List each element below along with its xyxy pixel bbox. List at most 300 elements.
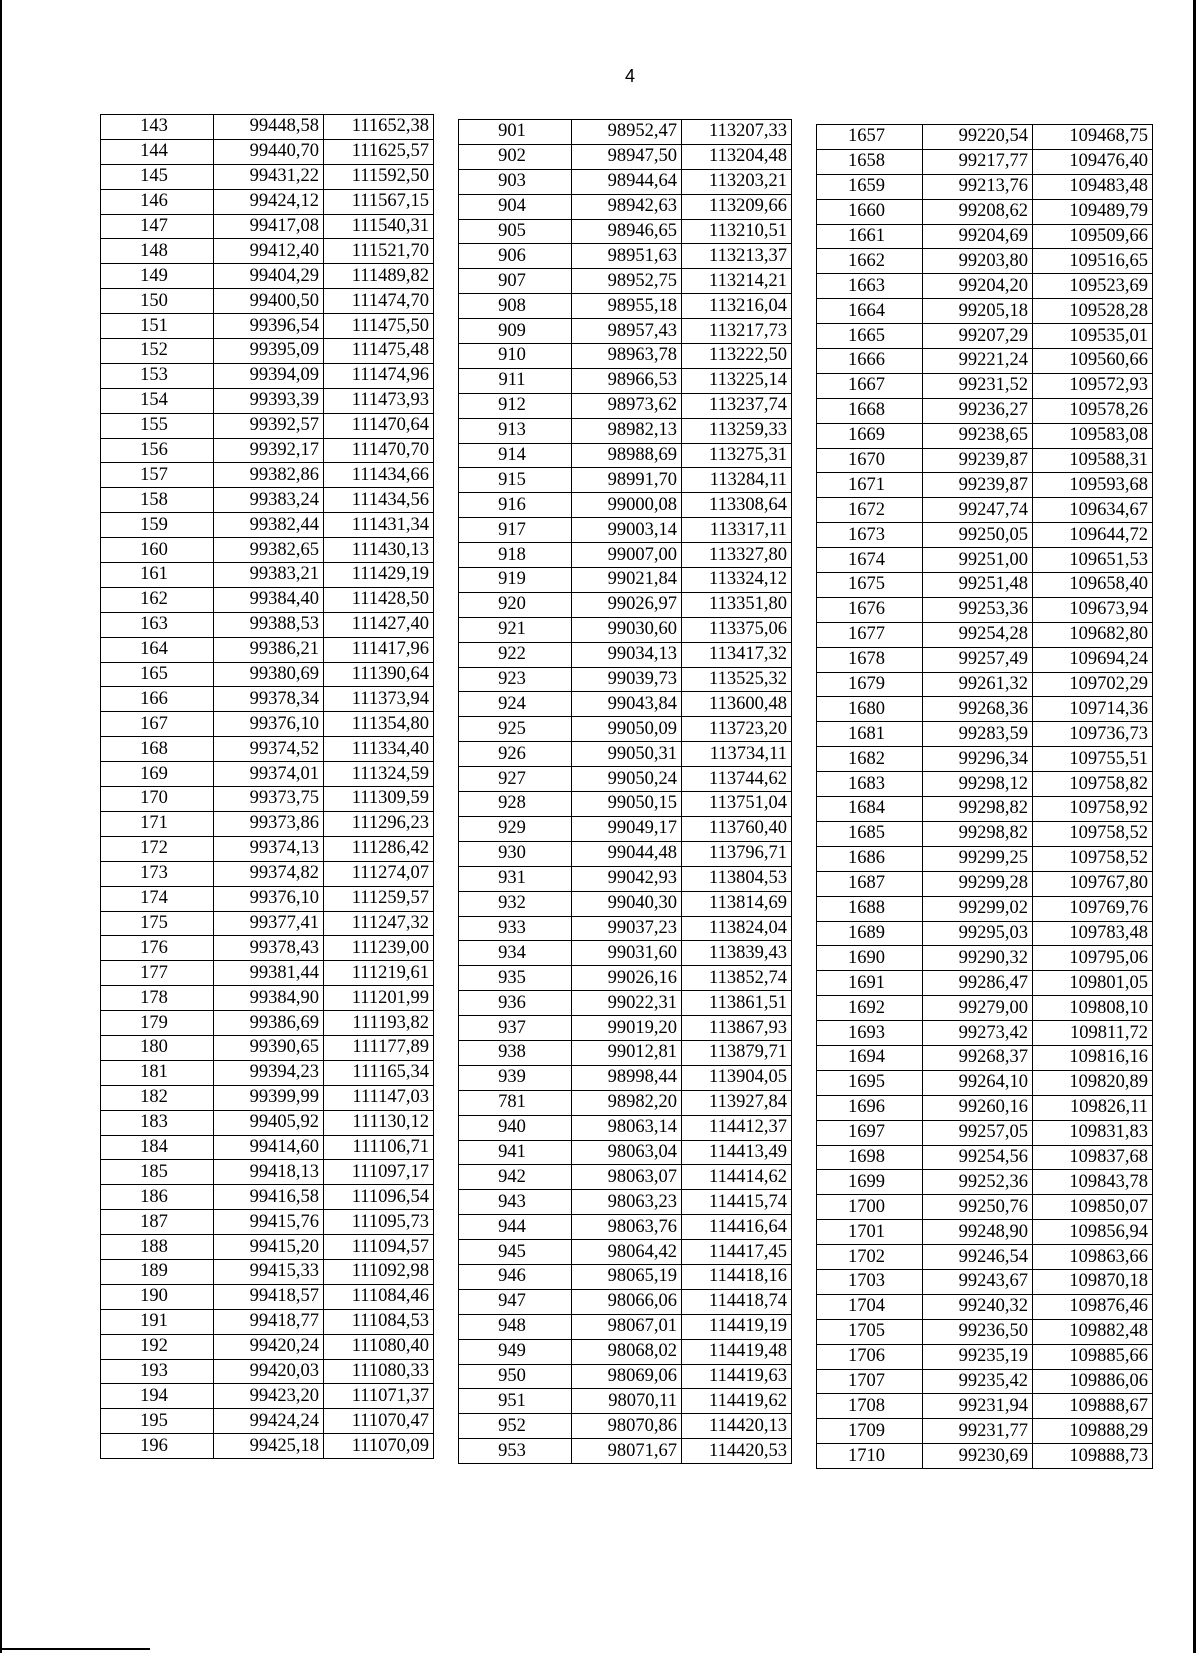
point-number-cell: 171 [101, 811, 214, 836]
x-coordinate-cell: 99251,48 [923, 573, 1033, 598]
x-coordinate-cell: 99374,52 [214, 737, 324, 762]
point-number-cell: 1662 [817, 249, 923, 274]
table-row [817, 274, 1153, 299]
x-coordinate-cell: 99298,82 [923, 797, 1033, 822]
y-coordinate-cell: 109886,06 [1033, 1369, 1153, 1394]
x-coordinate-cell: 99388,53 [214, 612, 324, 637]
y-coordinate-cell: 111475,48 [324, 339, 434, 364]
x-coordinate-cell: 98063,76 [572, 1215, 682, 1240]
table-row [101, 563, 434, 588]
y-coordinate-cell: 111428,50 [324, 587, 434, 612]
y-coordinate-cell: 111625,57 [324, 139, 434, 164]
x-coordinate-cell: 98942,63 [572, 194, 682, 219]
x-coordinate-cell: 99404,29 [214, 264, 324, 289]
y-coordinate-cell: 113210,51 [682, 219, 792, 244]
x-coordinate-cell: 98063,04 [572, 1140, 682, 1165]
table-row [459, 642, 792, 667]
point-number-cell: 194 [101, 1384, 214, 1409]
point-number-cell: 1689 [817, 921, 923, 946]
y-coordinate-cell: 113723,20 [682, 717, 792, 742]
x-coordinate-cell: 98068,02 [572, 1339, 682, 1364]
point-number-cell: 947 [459, 1289, 572, 1314]
table-row [817, 597, 1153, 622]
y-coordinate-cell: 111417,96 [324, 637, 434, 662]
table-row [101, 861, 434, 886]
table-row [459, 1414, 792, 1439]
x-coordinate-cell: 99386,21 [214, 637, 324, 662]
table-row [101, 1409, 434, 1434]
x-coordinate-cell: 99243,67 [923, 1269, 1033, 1294]
point-number-cell: 172 [101, 836, 214, 861]
x-coordinate-cell: 99381,44 [214, 961, 324, 986]
y-coordinate-cell: 113213,37 [682, 244, 792, 269]
table-row [459, 816, 792, 841]
y-coordinate-cell: 109644,72 [1033, 523, 1153, 548]
y-coordinate-cell: 109702,29 [1033, 672, 1153, 697]
y-coordinate-cell: 109535,01 [1033, 324, 1153, 349]
x-coordinate-cell: 99382,86 [214, 463, 324, 488]
x-coordinate-cell: 99246,54 [923, 1245, 1033, 1270]
table-row [459, 518, 792, 543]
point-number-cell: 926 [459, 742, 572, 767]
point-number-cell: 1666 [817, 349, 923, 374]
point-number-cell: 1660 [817, 199, 923, 224]
table-row [459, 667, 792, 692]
point-number-cell: 922 [459, 642, 572, 667]
y-coordinate-cell: 111130,12 [324, 1110, 434, 1135]
table-row [101, 1434, 434, 1459]
y-coordinate-cell: 113852,74 [682, 966, 792, 991]
y-coordinate-cell: 109795,06 [1033, 946, 1153, 971]
x-coordinate-cell: 99383,24 [214, 488, 324, 513]
y-coordinate-cell: 113804,53 [682, 866, 792, 891]
x-coordinate-cell: 99205,18 [923, 299, 1033, 324]
y-coordinate-cell: 111296,23 [324, 811, 434, 836]
point-number-cell: 951 [459, 1389, 572, 1414]
point-number-cell: 1710 [817, 1444, 923, 1469]
table-row [101, 264, 434, 289]
x-coordinate-cell: 99257,05 [923, 1120, 1033, 1145]
point-number-cell: 188 [101, 1235, 214, 1260]
x-coordinate-cell: 99261,32 [923, 672, 1033, 697]
x-coordinate-cell: 99299,25 [923, 846, 1033, 871]
table-row [817, 1245, 1153, 1270]
y-coordinate-cell: 113203,21 [682, 169, 792, 194]
x-coordinate-cell: 98944,64 [572, 169, 682, 194]
table-row [459, 1115, 792, 1140]
y-coordinate-cell: 109758,52 [1033, 821, 1153, 846]
point-number-cell: 929 [459, 816, 572, 841]
point-number-cell: 928 [459, 792, 572, 817]
point-number-cell: 936 [459, 991, 572, 1016]
x-coordinate-cell: 99231,77 [923, 1419, 1033, 1444]
table-row [817, 573, 1153, 598]
y-coordinate-cell: 109736,73 [1033, 722, 1153, 747]
table-row [101, 1359, 434, 1384]
point-number-cell: 1693 [817, 1021, 923, 1046]
point-number-cell: 181 [101, 1060, 214, 1085]
x-coordinate-cell: 99003,14 [572, 518, 682, 543]
x-coordinate-cell: 98947,50 [572, 144, 682, 169]
point-number-cell: 1687 [817, 871, 923, 896]
y-coordinate-cell: 113275,31 [682, 443, 792, 468]
point-number-cell: 918 [459, 543, 572, 568]
x-coordinate-cell: 98069,06 [572, 1364, 682, 1389]
x-coordinate-cell: 98963,78 [572, 344, 682, 369]
table-row [817, 548, 1153, 573]
x-coordinate-cell: 99043,84 [572, 692, 682, 717]
table-row [459, 269, 792, 294]
table-row [459, 1439, 792, 1464]
table-row [817, 349, 1153, 374]
table-row [459, 617, 792, 642]
y-coordinate-cell: 111274,07 [324, 861, 434, 886]
table-row [101, 1334, 434, 1359]
x-coordinate-cell: 99236,27 [923, 398, 1033, 423]
point-number-cell: 189 [101, 1259, 214, 1284]
x-coordinate-cell: 99412,40 [214, 239, 324, 264]
x-coordinate-cell: 99392,57 [214, 413, 324, 438]
y-coordinate-cell: 111094,57 [324, 1235, 434, 1260]
table-row [101, 712, 434, 737]
x-coordinate-cell: 99049,17 [572, 816, 682, 841]
y-coordinate-cell: 109583,08 [1033, 423, 1153, 448]
y-coordinate-cell: 111096,54 [324, 1185, 434, 1210]
point-number-cell: 781 [459, 1090, 572, 1115]
table-row [101, 936, 434, 961]
y-coordinate-cell: 109850,07 [1033, 1195, 1153, 1220]
y-coordinate-cell: 113209,66 [682, 194, 792, 219]
x-coordinate-cell: 99299,28 [923, 871, 1033, 896]
table-row [459, 742, 792, 767]
point-number-cell: 187 [101, 1210, 214, 1235]
table-row [459, 941, 792, 966]
x-coordinate-cell: 98070,86 [572, 1414, 682, 1439]
y-coordinate-cell: 109767,80 [1033, 871, 1153, 896]
point-number-cell: 175 [101, 911, 214, 936]
x-coordinate-cell: 99050,24 [572, 767, 682, 792]
table-row [817, 324, 1153, 349]
x-coordinate-cell: 99207,29 [923, 324, 1033, 349]
x-coordinate-cell: 99022,31 [572, 991, 682, 1016]
point-number-cell: 170 [101, 787, 214, 812]
point-number-cell: 143 [101, 115, 214, 140]
point-number-cell: 1681 [817, 722, 923, 747]
table-row [817, 423, 1153, 448]
point-number-cell: 1665 [817, 324, 923, 349]
table-row [459, 717, 792, 742]
y-coordinate-cell: 111567,15 [324, 189, 434, 214]
y-coordinate-cell: 113207,33 [682, 120, 792, 145]
y-coordinate-cell: 109801,05 [1033, 971, 1153, 996]
y-coordinate-cell: 111084,46 [324, 1284, 434, 1309]
point-number-cell: 185 [101, 1160, 214, 1185]
table-row [101, 289, 434, 314]
table-row [459, 568, 792, 593]
x-coordinate-cell: 99254,28 [923, 622, 1033, 647]
y-coordinate-cell: 109882,48 [1033, 1319, 1153, 1344]
point-number-cell: 908 [459, 294, 572, 319]
x-coordinate-cell: 99448,58 [214, 115, 324, 140]
x-coordinate-cell: 99431,22 [214, 164, 324, 189]
point-number-cell: 177 [101, 961, 214, 986]
scan-edge-left [0, 0, 2, 1653]
point-number-cell: 1669 [817, 423, 923, 448]
x-coordinate-cell: 99374,01 [214, 762, 324, 787]
x-coordinate-cell: 98952,47 [572, 120, 682, 145]
x-coordinate-cell: 99423,20 [214, 1384, 324, 1409]
y-coordinate-cell: 109651,53 [1033, 548, 1153, 573]
y-coordinate-cell: 111474,96 [324, 363, 434, 388]
point-number-cell: 1683 [817, 772, 923, 797]
table-row [101, 1011, 434, 1036]
point-number-cell: 166 [101, 687, 214, 712]
x-coordinate-cell: 99392,17 [214, 438, 324, 463]
point-number-cell: 924 [459, 692, 572, 717]
point-number-cell: 930 [459, 841, 572, 866]
y-coordinate-cell: 111470,64 [324, 413, 434, 438]
table-row [459, 219, 792, 244]
table-row [101, 164, 434, 189]
y-coordinate-cell: 111324,59 [324, 762, 434, 787]
y-coordinate-cell: 109572,93 [1033, 373, 1153, 398]
point-number-cell: 949 [459, 1339, 572, 1364]
x-coordinate-cell: 99231,52 [923, 373, 1033, 398]
x-coordinate-cell: 99264,10 [923, 1070, 1033, 1095]
point-number-cell: 1677 [817, 622, 923, 647]
point-number-cell: 1671 [817, 473, 923, 498]
point-number-cell: 1676 [817, 597, 923, 622]
point-number-cell: 1658 [817, 149, 923, 174]
point-number-cell: 1708 [817, 1394, 923, 1419]
y-coordinate-cell: 109694,24 [1033, 647, 1153, 672]
page-number: 4 [624, 66, 635, 86]
y-coordinate-cell: 114420,53 [682, 1439, 792, 1464]
scan-edge-bottom [0, 1648, 150, 1650]
y-coordinate-cell: 111427,40 [324, 612, 434, 637]
table-row [459, 418, 792, 443]
point-number-cell: 183 [101, 1110, 214, 1135]
point-number-cell: 910 [459, 344, 572, 369]
point-number-cell: 1686 [817, 846, 923, 871]
y-coordinate-cell: 111095,73 [324, 1210, 434, 1235]
y-coordinate-cell: 109476,40 [1033, 149, 1153, 174]
point-number-cell: 1679 [817, 672, 923, 697]
point-number-cell: 916 [459, 493, 572, 518]
x-coordinate-cell: 98998,44 [572, 1065, 682, 1090]
point-number-cell: 945 [459, 1240, 572, 1265]
point-number-cell: 1674 [817, 548, 923, 573]
table-row [101, 413, 434, 438]
x-coordinate-cell: 99414,60 [214, 1135, 324, 1160]
y-coordinate-cell: 109831,83 [1033, 1120, 1153, 1145]
point-number-cell: 163 [101, 612, 214, 637]
y-coordinate-cell: 111470,70 [324, 438, 434, 463]
point-number-cell: 1694 [817, 1045, 923, 1070]
point-number-cell: 180 [101, 1035, 214, 1060]
y-coordinate-cell: 109758,92 [1033, 797, 1153, 822]
x-coordinate-cell: 99235,42 [923, 1369, 1033, 1394]
x-coordinate-cell: 99203,80 [923, 249, 1033, 274]
table-row [817, 1145, 1153, 1170]
table-row [101, 189, 434, 214]
x-coordinate-cell: 99377,41 [214, 911, 324, 936]
y-coordinate-cell: 109593,68 [1033, 473, 1153, 498]
y-coordinate-cell: 111434,66 [324, 463, 434, 488]
table-row [459, 1389, 792, 1414]
y-coordinate-cell: 111106,71 [324, 1135, 434, 1160]
point-number-cell: 193 [101, 1359, 214, 1384]
x-coordinate-cell: 99286,47 [923, 971, 1033, 996]
y-coordinate-cell: 111165,34 [324, 1060, 434, 1085]
coordinates-table-2 [458, 119, 792, 1464]
y-coordinate-cell: 113327,80 [682, 543, 792, 568]
table-row [817, 1419, 1153, 1444]
point-number-cell: 159 [101, 513, 214, 538]
x-coordinate-cell: 99390,65 [214, 1035, 324, 1060]
table-row [101, 363, 434, 388]
table-row [817, 622, 1153, 647]
y-coordinate-cell: 114418,16 [682, 1264, 792, 1289]
table-row [817, 1045, 1153, 1070]
x-coordinate-cell: 99420,03 [214, 1359, 324, 1384]
x-coordinate-cell: 99424,24 [214, 1409, 324, 1434]
table-row [101, 1235, 434, 1260]
table-row [101, 1110, 434, 1135]
point-number-cell: 192 [101, 1334, 214, 1359]
table-row [459, 1314, 792, 1339]
point-number-cell: 186 [101, 1185, 214, 1210]
table-row [817, 1195, 1153, 1220]
y-coordinate-cell: 113904,05 [682, 1065, 792, 1090]
table-row [101, 1085, 434, 1110]
y-coordinate-cell: 113879,71 [682, 1040, 792, 1065]
y-coordinate-cell: 109758,52 [1033, 846, 1153, 871]
point-number-cell: 1698 [817, 1145, 923, 1170]
point-number-cell: 905 [459, 219, 572, 244]
x-coordinate-cell: 99037,23 [572, 916, 682, 941]
y-coordinate-cell: 111431,34 [324, 513, 434, 538]
table-row [459, 1140, 792, 1165]
y-coordinate-cell: 111092,98 [324, 1259, 434, 1284]
x-coordinate-cell: 99373,75 [214, 787, 324, 812]
y-coordinate-cell: 113222,50 [682, 344, 792, 369]
table-row [817, 1319, 1153, 1344]
table-row [817, 299, 1153, 324]
y-coordinate-cell: 109843,78 [1033, 1170, 1153, 1195]
x-coordinate-cell: 99040,30 [572, 891, 682, 916]
x-coordinate-cell: 98063,14 [572, 1115, 682, 1140]
point-number-cell: 923 [459, 667, 572, 692]
y-coordinate-cell: 113237,74 [682, 393, 792, 418]
x-coordinate-cell: 99417,08 [214, 214, 324, 239]
table-row [817, 821, 1153, 846]
table-row [817, 174, 1153, 199]
point-number-cell: 176 [101, 936, 214, 961]
x-coordinate-cell: 99384,40 [214, 587, 324, 612]
x-coordinate-cell: 98071,67 [572, 1439, 682, 1464]
y-coordinate-cell: 109876,46 [1033, 1294, 1153, 1319]
x-coordinate-cell: 99019,20 [572, 1016, 682, 1041]
point-number-cell: 1664 [817, 299, 923, 324]
x-coordinate-cell: 99026,97 [572, 592, 682, 617]
x-coordinate-cell: 99050,15 [572, 792, 682, 817]
x-coordinate-cell: 99396,54 [214, 314, 324, 339]
y-coordinate-cell: 109528,28 [1033, 299, 1153, 324]
point-number-cell: 1690 [817, 946, 923, 971]
y-coordinate-cell: 114420,13 [682, 1414, 792, 1439]
y-coordinate-cell: 111201,99 [324, 986, 434, 1011]
y-coordinate-cell: 109673,94 [1033, 597, 1153, 622]
point-number-cell: 933 [459, 916, 572, 941]
table-row [817, 1170, 1153, 1195]
table-row [459, 1364, 792, 1389]
x-coordinate-cell: 99279,00 [923, 996, 1033, 1021]
table-row [817, 946, 1153, 971]
point-number-cell: 168 [101, 737, 214, 762]
x-coordinate-cell: 99034,13 [572, 642, 682, 667]
x-coordinate-cell: 99415,33 [214, 1259, 324, 1284]
x-coordinate-cell: 99384,90 [214, 986, 324, 1011]
y-coordinate-cell: 111219,61 [324, 961, 434, 986]
x-coordinate-cell: 99253,36 [923, 597, 1033, 622]
point-number-cell: 1670 [817, 448, 923, 473]
y-coordinate-cell: 109863,66 [1033, 1245, 1153, 1270]
x-coordinate-cell: 98966,53 [572, 368, 682, 393]
point-number-cell: 1692 [817, 996, 923, 1021]
point-number-cell: 912 [459, 393, 572, 418]
point-number-cell: 907 [459, 269, 572, 294]
table-row [459, 767, 792, 792]
y-coordinate-cell: 111084,53 [324, 1309, 434, 1334]
x-coordinate-cell: 98063,07 [572, 1165, 682, 1190]
y-coordinate-cell: 109509,66 [1033, 224, 1153, 249]
x-coordinate-cell: 99252,36 [923, 1170, 1033, 1195]
point-number-cell: 148 [101, 239, 214, 264]
table-row [101, 1259, 434, 1284]
table-row [459, 1215, 792, 1240]
y-coordinate-cell: 113259,33 [682, 418, 792, 443]
y-coordinate-cell: 113308,64 [682, 493, 792, 518]
y-coordinate-cell: 109658,40 [1033, 573, 1153, 598]
table-row [459, 344, 792, 369]
point-number-cell: 1703 [817, 1269, 923, 1294]
table-row [817, 1344, 1153, 1369]
point-number-cell: 196 [101, 1434, 214, 1459]
x-coordinate-cell: 98955,18 [572, 294, 682, 319]
y-coordinate-cell: 109634,67 [1033, 498, 1153, 523]
point-number-cell: 155 [101, 413, 214, 438]
table-row [817, 1120, 1153, 1145]
x-coordinate-cell: 99044,48 [572, 841, 682, 866]
y-coordinate-cell: 109516,65 [1033, 249, 1153, 274]
x-coordinate-cell: 99405,92 [214, 1110, 324, 1135]
y-coordinate-cell: 113796,71 [682, 841, 792, 866]
point-number-cell: 167 [101, 712, 214, 737]
table-row [459, 1339, 792, 1364]
x-coordinate-cell: 99204,20 [923, 274, 1033, 299]
point-number-cell: 906 [459, 244, 572, 269]
y-coordinate-cell: 114415,74 [682, 1190, 792, 1215]
table-row [817, 747, 1153, 772]
table-row [459, 319, 792, 344]
point-number-cell: 162 [101, 587, 214, 612]
y-coordinate-cell: 113814,69 [682, 891, 792, 916]
table-row [817, 722, 1153, 747]
y-coordinate-cell: 113824,04 [682, 916, 792, 941]
table-row [817, 647, 1153, 672]
table-row [101, 961, 434, 986]
